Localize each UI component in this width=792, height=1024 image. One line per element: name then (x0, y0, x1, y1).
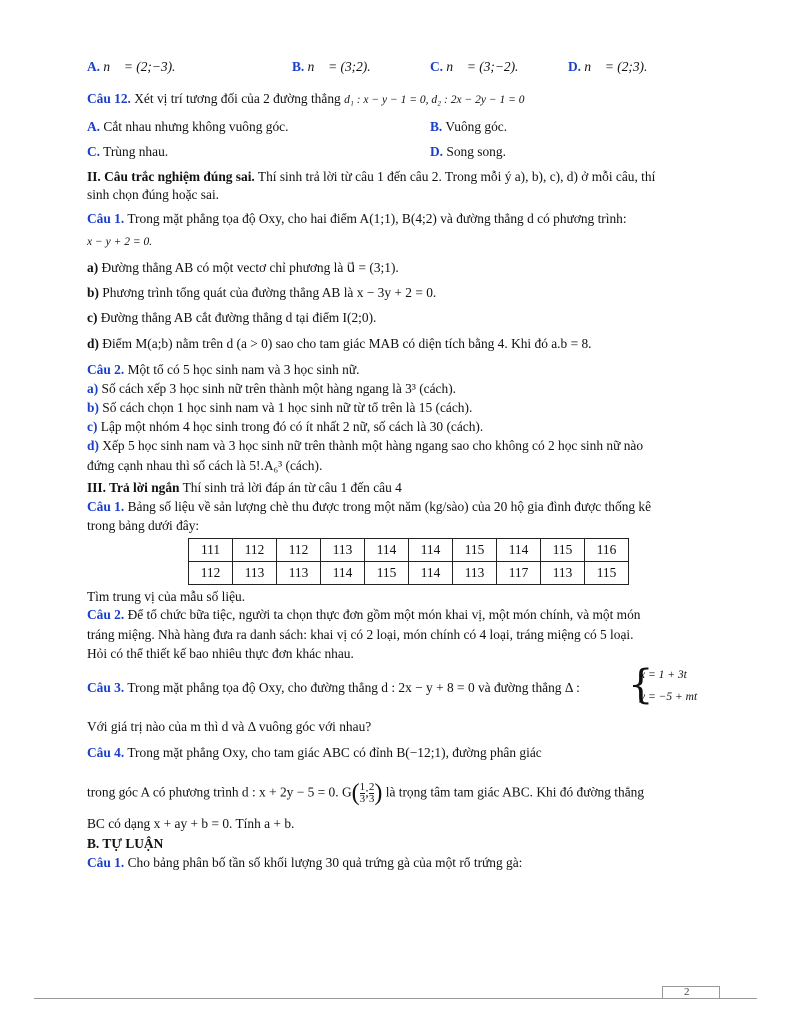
table-cell: 112 (277, 539, 321, 562)
q11-option-b: B. n⃗ = (3;2). (292, 59, 371, 74)
s3-c3-question: Với giá trị nào của m thì d và Δ vuông góc với nhau? (87, 719, 372, 734)
table-cell: 112 (233, 539, 277, 562)
s3-c4-line2: trong góc A có phương trình d : x + 2y − 5 = 0. G( $\frac{1}{3}$ ; $\frac{2}{3}$ ) là trọng tâm tam giác ABC. Khi đó đường thẳng (87, 780, 645, 806)
table-cell: 115 (453, 539, 497, 562)
table-cell: 115 (541, 539, 585, 562)
s3-c3-system-line1: x = 1 + 3t (640, 669, 687, 681)
s2-c2-a: a) Số cách xếp 3 học sinh nữ trên thành một hàng ngang là 3³ (cách). (87, 381, 457, 396)
s3-c1-stem: Câu 1. Bảng số liệu về sản lượng chè thu được trong một năm (kg/sào) của 20 hộ gia đình được thống kê (87, 499, 652, 514)
table-cell: 114 (497, 539, 541, 562)
table-cell: 114 (409, 539, 453, 562)
s3-c1-question: Tìm trung vị của mẫu số liệu. (87, 589, 246, 604)
table-cell: 113 (453, 562, 497, 585)
sB-c1-stem: Câu 1. Cho bảng phân bố tần số khối lượng 30 quả trứng gà của một rổ trứng gà: (87, 855, 523, 870)
s3-c2-line3: Hỏi có thể thiết kế bao nhiêu thực đơn khác nhau. (87, 646, 354, 661)
table-cell: 112 (189, 562, 233, 585)
table-cell: 115 (585, 562, 629, 585)
s3-c3-stem: Câu 3. Trong mặt phẳng tọa độ Oxy, cho đường thẳng d : 2x − y + 8 = 0 và đường thẳng Δ : (87, 680, 580, 695)
s3-c4-stem: Câu 4. Trong mặt phẳng Oxy, cho tam giác ABC có đỉnh B(−12;1), đường phân giác (87, 745, 542, 760)
s2-c1-c: c) Đường thẳng AB cắt đường thẳng d tại điểm I(2;0). (87, 310, 377, 325)
q12-option-c: C. Trùng nhau. (87, 144, 169, 159)
s3-c2-line2: tráng miệng. Nhà hàng đưa ra danh sách: khai vị có 2 loại, món chính có 4 loại, tráng miệng có 5 loại. (87, 627, 634, 642)
footer-rule (34, 998, 757, 999)
page-number-box (662, 986, 720, 999)
table-cell: 114 (409, 562, 453, 585)
q11-option-a: A. n⃗ = (2;−3). (87, 59, 176, 74)
s2-c2-d: d) Xếp 5 học sinh nam và 3 học sinh nữ trên thành một hàng ngang sao cho không có 2 học sinh nữ nào (87, 438, 644, 453)
table-row (189, 562, 629, 585)
sectionB-heading: B. TỰ LUẬN (87, 836, 164, 851)
s2-c1-stem: Câu 1. Trong mặt phẳng tọa độ Oxy, cho hai điểm A(1;1), B(4;2) và đường thẳng d có phương trình: (87, 211, 627, 226)
table-cell: 114 (321, 562, 365, 585)
page-number: 2 (684, 986, 690, 998)
table-cell: 111 (189, 539, 233, 562)
table-cell: 113 (277, 562, 321, 585)
s3-c1-stem-cont: trong bảng dưới đây: (87, 518, 200, 533)
q11-option-c: C. n⃗ = (3;−2). (430, 59, 519, 74)
s2-c1-b: b) Phương trình tổng quát của đường thẳng AB là x − 3y + 2 = 0. (87, 285, 437, 300)
q12-option-b: B. Vuông góc. (430, 119, 508, 134)
q12-option-d: D. Song song. (430, 144, 506, 159)
s3-c2-stem: Câu 2. Để tổ chức bữa tiệc, người ta chọn thực đơn gồm một món khai vị, một món chính, và một món (87, 607, 641, 622)
section3-heading: III. Trả lời ngắn Thí sinh trả lời đáp án từ câu 1 đến câu 4 (87, 480, 402, 495)
section2-heading-cont: sinh chọn đúng hoặc sai. (87, 187, 220, 202)
data-table (188, 538, 629, 585)
table-cell: 114 (365, 539, 409, 562)
s2-c2-stem: Câu 2. Một tổ có 5 học sinh nam và 3 học sinh nữ. (87, 362, 360, 377)
table-cell: 113 (541, 562, 585, 585)
s2-c2-c: c) Lập một nhóm 4 học sinh trong đó có ít nhất 2 nữ, số cách là 30 (cách). (87, 419, 484, 434)
s3-c3-system-line2: y = −5 + mt (640, 691, 698, 703)
system-brace: { (628, 662, 654, 708)
table-cell: 115 (365, 562, 409, 585)
table-row (189, 539, 629, 562)
s2-c1-equation: x − y + 2 = 0. (87, 236, 153, 248)
section2-heading: II. Câu trắc nghiệm đúng sai. Thí sinh trả lời từ câu 1 đến câu 2. Trong mỗi ý a), b), c), d) ở mỗi câu, thí (87, 169, 656, 184)
q11-option-d: D. n⃗ = (2;3). (568, 59, 648, 74)
table-cell: 113 (233, 562, 277, 585)
fraction-two-thirds: $\frac{2}{3}$ (368, 781, 375, 805)
fraction-one-third: $\frac{1}{3}$ (359, 781, 366, 805)
q12-option-a: A. Cắt nhau nhưng không vuông góc. (87, 119, 289, 134)
s2-c2-b: b) Số cách chọn 1 học sinh nam và 1 học sinh nữ từ tổ trên là 15 (cách). (87, 400, 473, 415)
table-cell: 117 (497, 562, 541, 585)
q12-stem: Câu 12. Xét vị trí tương đối của 2 đường thẳng d₁ : x − y − 1 = 0, d₂ : 2x − 2y − 1 = 0 (87, 91, 525, 106)
s2-c1-a: a) Đường thẳng AB có một vectơ chỉ phương là u⃗ = (3;1). (87, 260, 399, 275)
table-cell: 116 (585, 539, 629, 562)
table-cell: 113 (321, 539, 365, 562)
s2-c2-d-cont: đứng cạnh nhau thì số cách là 5!.A₆³ (cách). (87, 458, 323, 473)
s2-c1-d: d) Điểm M(a;b) nằm trên d (a > 0) sao cho tam giác MAB có diện tích bằng 4. Khi đó a.b = 8. (87, 336, 592, 351)
s3-c4-line3: BC có dạng x + ay + b = 0. Tính a + b. (87, 816, 295, 831)
